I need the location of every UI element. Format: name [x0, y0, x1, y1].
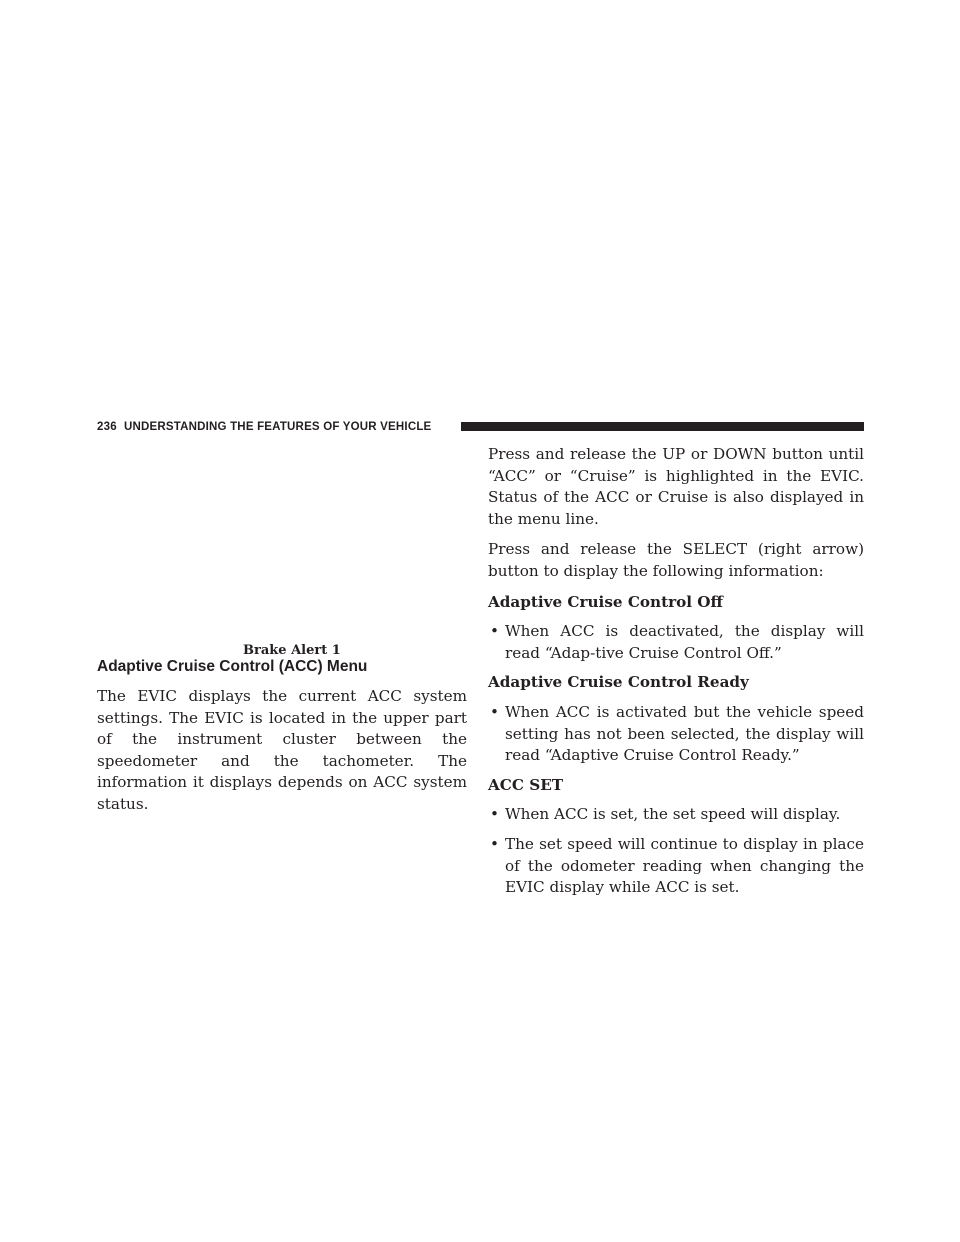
instruction-paragraph-1: Press and release the UP or DOWN button until “ACC” or “Cruise” is highlighted in the EVIC. Status of the ACC or Cruise is also displayed in the menu line.	[488, 445, 864, 528]
chapter-title: UNDERSTANDING THE FEATURES OF YOUR VEHICLE	[124, 421, 432, 433]
list-item-text: When ACC is set, the set speed will display.	[505, 805, 841, 824]
bullet-icon: •	[490, 805, 499, 824]
bullet-icon: •	[490, 622, 499, 641]
bullet-icon: •	[490, 834, 499, 853]
right-column	[488, 444, 864, 907]
instruction-paragraph-2: Press and release the SELECT (right arrow) button to display the following information:	[488, 540, 864, 580]
left-column	[97, 686, 467, 816]
list-item	[488, 702, 864, 767]
subheading-acc-set: ACC SET	[488, 775, 564, 794]
list-item	[488, 804, 864, 826]
list-item	[488, 621, 864, 664]
section-heading: Adaptive Cruise Control (ACC) Menu	[97, 658, 368, 675]
list-item-text: When ACC is deactivated, the display will read “Adap-tive Cruise Control Off.”	[505, 622, 864, 662]
bullet-icon: •	[490, 702, 499, 721]
intro-paragraph: The EVIC displays the current ACC system settings. The EVIC is located in the upper part of the instrument cluster between the speedometer and the tachometer. The information it displays depends on ACC system status.	[97, 687, 467, 813]
figure-caption: Brake Alert 1	[243, 643, 341, 658]
header-rule	[461, 422, 864, 431]
list-item-text: When ACC is activated but the vehicle speed setting has not been selected, the display will read “Adaptive Cruise Control Ready.”	[505, 702, 864, 765]
subheading-acc-ready: Adaptive Cruise Control Ready	[488, 673, 749, 692]
page-number: 236	[97, 421, 117, 433]
list-item-text: The set speed will continue to display in place of the odometer reading when changing the EVIC display while ACC is set.	[505, 834, 864, 897]
page-header	[97, 419, 864, 435]
subheading-acc-off: Adaptive Cruise Control Off	[488, 592, 723, 611]
list-item	[488, 834, 864, 899]
